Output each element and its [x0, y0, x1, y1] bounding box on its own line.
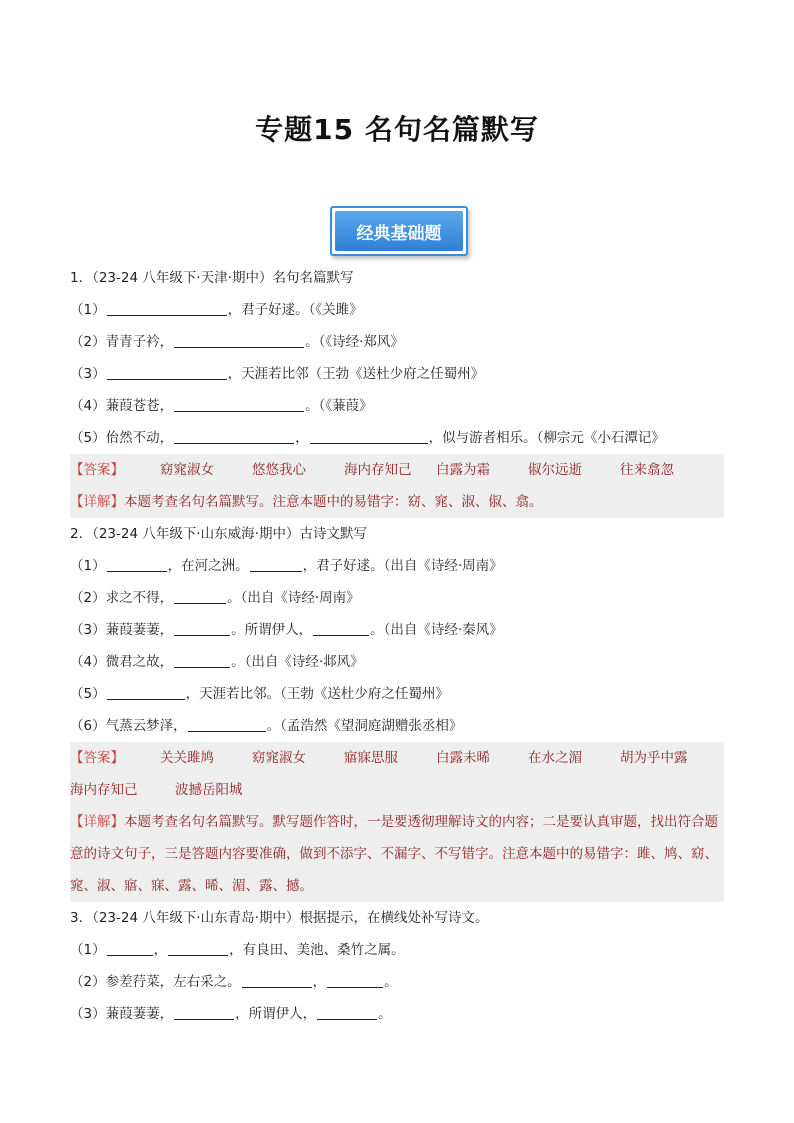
item-number: （2） [70, 590, 106, 606]
q2-item-4 [70, 646, 724, 678]
q2-item-2 [70, 582, 724, 614]
badge-label: 经典基础题 [335, 211, 463, 251]
answer-text: 关关雎鸠 [160, 750, 214, 766]
q2-answer-row-1 [70, 742, 724, 774]
answer-blank[interactable] [310, 429, 428, 444]
answer-blank[interactable] [107, 685, 185, 700]
item-text: 佁然不动， [105, 430, 174, 446]
answer-blank[interactable] [107, 557, 167, 572]
answer-blank[interactable] [317, 1005, 377, 1020]
q2-answer-box [70, 742, 724, 902]
answer-blank[interactable] [250, 557, 302, 572]
item-text: 。（《蒹葭》 [305, 398, 373, 414]
item-number: （1） [70, 302, 106, 318]
item-text: 。所谓伊人， [231, 622, 313, 638]
item-text: 。（孟浩然《望洞庭湖赠张丞相》 [266, 718, 463, 734]
answer-text: 寤寐思服 [344, 750, 398, 766]
item-text: ，在河之洲。 [167, 558, 249, 574]
q1-item-4 [70, 390, 724, 422]
answer-text: 海内存知己 [70, 782, 138, 798]
answer-text: 往来翕忽 [620, 462, 674, 478]
item-text: 青青子衿， [105, 334, 174, 350]
item-number: （2） [70, 334, 106, 350]
item-number: （1） [70, 942, 106, 958]
question-1-heading: 1．（23-24 八年级下·天津·期中）名句名篇默写 [70, 270, 354, 286]
item-text: 蒹葭萋萋， [105, 1006, 174, 1022]
item-number: （6） [70, 718, 106, 734]
q3-item-3 [70, 998, 724, 1030]
detail-text: 本题考查名句名篇默写。默写题作答时，一是要透彻理解诗文的内容；二是要认真审题，找出符合题意的诗文句子，三是答题内容要准确，做到不添字、不漏字、不写错字。注意本题中的易错字：雎、鸠、窈、窕、淑、寤、寐、露、晞、湄、露、撼。 [70, 814, 718, 894]
answer-text: 白露为霜 [436, 462, 490, 478]
question-3-heading: 3．（23-24 八年级下·山东青岛·期中）根据提示，在横线处补写诗文。 [70, 910, 489, 926]
q3-item-2 [70, 966, 724, 998]
answer-blank[interactable] [174, 429, 294, 444]
item-text: 。（出自《诗经·秦风》 [370, 622, 503, 638]
answer-blank[interactable] [242, 973, 312, 988]
answer-text: 海内存知己 [344, 462, 412, 478]
item-text: 蒹葭萋萋， [105, 622, 174, 638]
item-text: ，君子好逑。（《关雎》 [227, 302, 363, 318]
answer-text: 在水之湄 [528, 750, 582, 766]
item-text: 求之不得， [105, 590, 174, 606]
item-text: 参差荇菜，左右采之。 [105, 974, 241, 990]
answer-blank[interactable] [174, 589, 226, 604]
q2-item-3 [70, 614, 724, 646]
item-text: ，所谓伊人， [235, 1006, 317, 1022]
item-number: （1） [70, 558, 106, 574]
item-text: ，天涯若比邻。（王勃《送杜少府之任蜀州》 [185, 686, 449, 702]
item-text: 。 [378, 1006, 392, 1022]
question-2-heading: 2．（23-24 八年级下·山东威海·期中）古诗文默写 [70, 526, 367, 542]
answer-blank[interactable] [174, 621, 230, 636]
item-text: ，君子好逑。（出自《诗经·周南》 [302, 558, 503, 574]
item-text: ， [153, 942, 168, 958]
page-title: 专题15 名句名篇默写 [255, 113, 539, 146]
q1-item-2 [70, 326, 724, 358]
item-text: 。 [384, 974, 398, 990]
q1-detail [70, 486, 724, 518]
q3-item-1 [70, 934, 724, 966]
detail-tag: 【详解】 [70, 814, 124, 830]
answer-blank[interactable] [107, 941, 153, 956]
item-number: （3） [70, 366, 106, 382]
q2-item-6 [70, 710, 724, 742]
item-text: ， [312, 974, 327, 990]
section-badge [330, 206, 468, 256]
answer-blank[interactable] [107, 365, 227, 380]
q2-answer-row-2 [70, 774, 724, 806]
item-text: 。（《诗经·郑风》 [305, 334, 404, 350]
answer-text: 俶尔远逝 [528, 462, 582, 478]
answer-blank[interactable] [327, 973, 383, 988]
answer-blank[interactable] [107, 301, 227, 316]
question-content [70, 262, 724, 1030]
item-text: 。（出自《诗经·周南》 [227, 590, 360, 606]
item-number: （5） [70, 430, 106, 446]
answer-blank[interactable] [313, 621, 369, 636]
answer-blank[interactable] [174, 653, 230, 668]
item-text: ，似与游者相乐。（柳宗元《小石潭记》 [428, 430, 665, 446]
q2-item-1 [70, 550, 724, 582]
item-number: （3） [70, 622, 106, 638]
answer-tag: 【答案】 [70, 462, 124, 478]
item-text: 蒹葭苍苍， [105, 398, 174, 414]
item-number: （4） [70, 398, 106, 414]
item-text: 微君之故， [105, 654, 174, 670]
answer-tag: 【答案】 [70, 750, 124, 766]
answer-blank[interactable] [168, 941, 228, 956]
q1-answer-box [70, 454, 724, 518]
q1-item-3 [70, 358, 724, 390]
answer-text: 胡为乎中露 [620, 750, 688, 766]
answer-blank[interactable] [174, 1005, 234, 1020]
answer-blank[interactable] [174, 333, 304, 348]
q2-detail [70, 806, 724, 902]
answer-text: 白露未晞 [436, 750, 490, 766]
detail-tag: 【详解】 [70, 494, 124, 510]
q1-answer-row [70, 454, 724, 486]
answer-text: 窈窕淑女 [252, 750, 306, 766]
item-number: （2） [70, 974, 106, 990]
answer-text: 窈窕淑女 [160, 462, 214, 478]
item-number: （3） [70, 1006, 106, 1022]
item-number: （5） [70, 686, 106, 702]
item-text: ， [295, 430, 309, 446]
q1-item-5 [70, 422, 724, 454]
detail-text: 本题考查名句名篇默写。注意本题中的易错字：窈、窕、淑、俶、翕。 [124, 494, 543, 510]
answer-blank[interactable] [174, 397, 304, 412]
item-text: 。（出自《诗经·邶风》 [231, 654, 364, 670]
q2-item-5 [70, 678, 724, 710]
item-text: 气蒸云梦泽， [105, 718, 187, 734]
answer-text: 悠悠我心 [252, 462, 306, 478]
answer-blank[interactable] [188, 717, 266, 732]
item-number: （4） [70, 654, 106, 670]
item-text: ，天涯若比邻（王勃《送杜少府之任蜀州》 [227, 366, 485, 382]
q1-item-1 [70, 294, 724, 326]
answer-text: 波撼岳阳城 [175, 782, 243, 798]
item-text: ，有良田、美池、桑竹之属。 [229, 942, 405, 958]
